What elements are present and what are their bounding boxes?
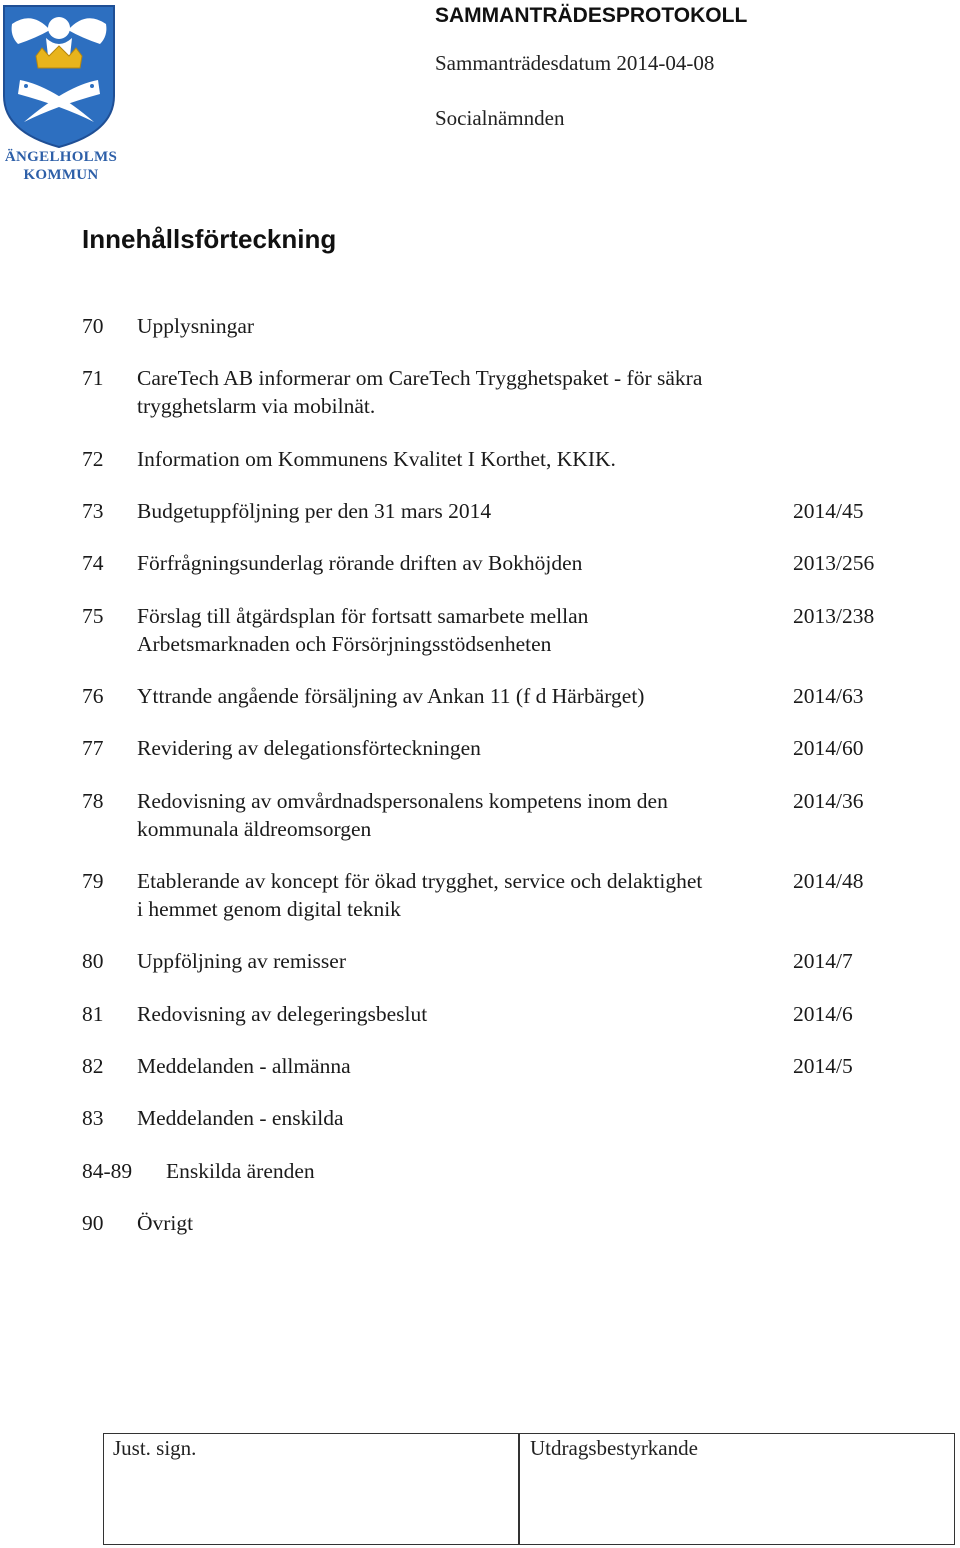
document-type-title: SAMMANTRÄDESPROTOKOLL [435,4,748,27]
item-title: CareTech AB informerar om CareTech Trygghetspaket - för säkra trygghetslarm via mobilnät. [137,366,703,418]
item-reference: 2014/5 [793,1054,853,1078]
item-number: 70 [82,314,104,338]
item-number: 72 [82,447,104,471]
item-reference: 2014/6 [793,1002,853,1026]
signature-box [103,1433,955,1545]
coat-of-arms-icon [2,4,116,149]
item-reference: 2014/36 [793,789,864,813]
item-title: Redovisning av omvårdnadspersonalens kompetens inom den kommunala äldreomsorgen [137,789,668,841]
item-reference: 2014/63 [793,684,864,708]
item-number: 76 [82,684,104,708]
item-title: Redovisning av delegeringsbeslut [137,1002,428,1026]
item-title: Meddelanden - enskilda [137,1106,344,1130]
toc-heading: Innehållsförteckning [82,224,337,254]
signature-divider [518,1434,520,1544]
item-number: 77 [82,736,104,760]
item-title: Budgetuppföljning per den 31 mars 2014 [137,499,492,523]
item-number: 82 [82,1054,104,1078]
item-number: 78 [82,789,104,813]
item-title: Enskilda ärenden [166,1159,315,1183]
utdragsbestyrkande-label: Utdragsbestyrkande [530,1436,698,1460]
item-reference: 2014/60 [793,736,864,760]
just-sign-label: Just. sign. [113,1436,197,1460]
item-title: Uppföljning av remisser [137,949,346,973]
item-reference: 2014/7 [793,949,853,973]
item-number: 73 [82,499,104,523]
item-title: Övrigt [137,1211,194,1235]
item-number: 81 [82,1002,104,1026]
item-title: Revidering av delegationsförteckningen [137,736,481,760]
item-number: 90 [82,1211,104,1235]
item-number: 75 [82,604,104,628]
item-title: Yttrande angående försäljning av Ankan 11 (f d Härbärget) [137,684,645,708]
committee-name: Socialnämnden [435,106,565,130]
municipality-logo [2,4,116,184]
item-title: Etablerande av koncept för ökad trygghet, service och delaktighet i hemmet genom digital teknik [137,869,703,921]
meeting-date: Sammanträdesdatum 2014-04-08 [435,51,715,75]
item-reference: 2014/45 [793,499,864,523]
item-number: 71 [82,366,104,390]
item-reference: 2013/256 [793,551,875,575]
item-title: Meddelanden - allmänna [137,1054,351,1078]
item-title: Förfrågningsunderlag rörande driften av Bokhöjden [137,551,583,575]
item-title: Upplysningar [137,314,255,338]
item-number: 74 [82,551,104,575]
logo-line-2: KOMMUN [23,167,99,183]
item-number: 80 [82,949,104,973]
item-number: 83 [82,1106,104,1130]
item-number: 84-89 [82,1159,133,1183]
item-title: Information om Kommunens Kvalitet I Korthet, KKIK. [137,447,616,471]
item-reference: 2014/48 [793,869,864,893]
item-title: Förslag till åtgärdsplan för fortsatt samarbete mellan Arbetsmarknaden och Försörjningsstödsenheten [137,604,589,656]
item-reference: 2013/238 [793,604,875,628]
logo-line-1: ÄNGELHOLMS [4,149,118,165]
item-number: 79 [82,869,104,893]
